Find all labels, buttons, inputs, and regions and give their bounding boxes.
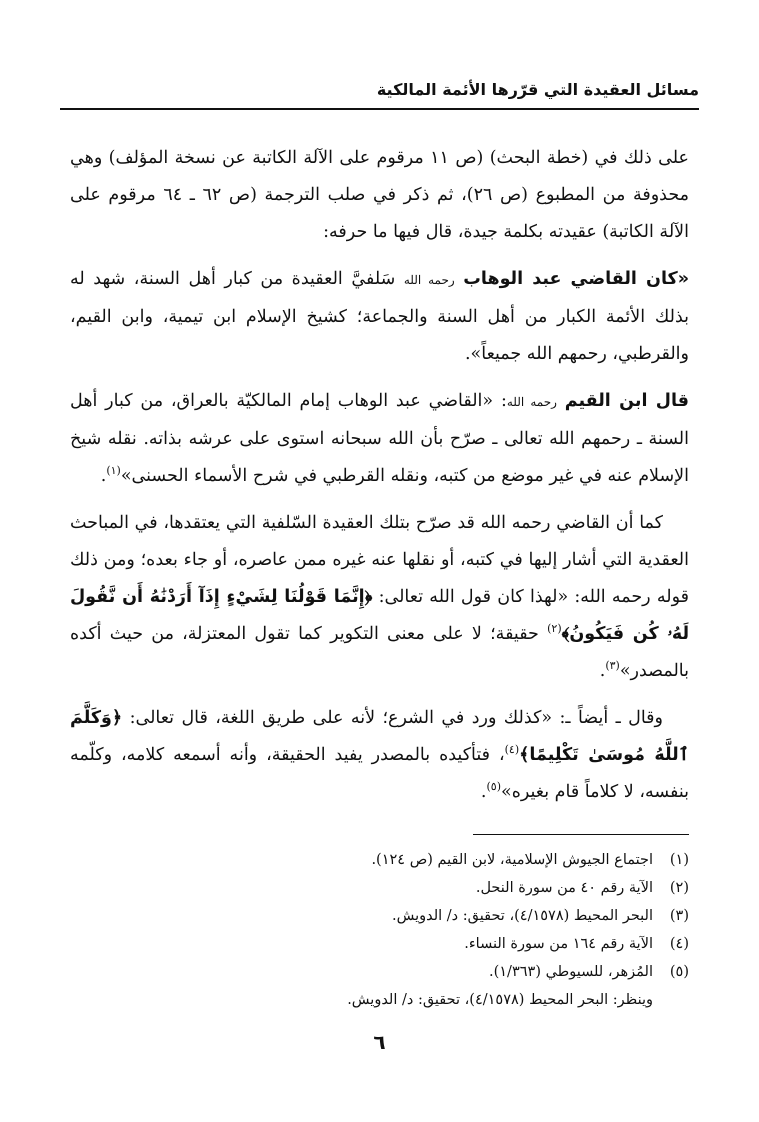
paragraph-5-text-a: وقال ـ أيضاً ـ: «كذلك ورد في الشرع؛ لأنه على طريق اللغة، قال تعالى: bbox=[122, 708, 663, 728]
quran-verse: ﴿وَكَلَّمَ ٱللَّهُ مُوسَىٰ تَكْلِيمًا﴾ bbox=[70, 708, 689, 765]
running-header bbox=[60, 72, 699, 110]
footnote-text: الآية رقم ١٦٤ من سورة النساء. bbox=[464, 936, 653, 952]
paragraph-3-end: . bbox=[100, 466, 107, 486]
footnote-item bbox=[70, 958, 689, 986]
honorific: رحمه الله bbox=[403, 273, 455, 287]
paragraph-5-text-b: ، فتأكيده بالمصدر يفيد الحقيقة، وأنه أسمعه كلامه، وكلّمه بنفسه، لا كلاماً قام بغيره» bbox=[70, 745, 689, 802]
paragraph-4 bbox=[70, 505, 689, 690]
footnote-number: (١) bbox=[669, 852, 689, 868]
paragraph-1-text: على ذلك في (خطة البحث) (ص ١١ مرقوم على الآلة الكاتبة عن نسخة المؤلف) وهي محذوفة من المطبوع (ص ٢٦)، ثم ذكر في صلب الترجمة (ص ٦٢ ـ ٦٤ مرقوم على الآلة الكاتبة) عقيدته بكلمة جيدة، قال فيها ما حرفه: bbox=[70, 148, 690, 242]
footnote-extra: وينظر: البحر المحيط (٤/١٥٧٨)، تحقيق: د/ الدويش. bbox=[347, 992, 653, 1008]
footnote-item bbox=[70, 930, 689, 958]
footnote-ref-4[interactable]: (٤) bbox=[504, 743, 520, 757]
paragraph-5-end: . bbox=[480, 782, 487, 802]
paragraph-4-text-b: حقيقة؛ لا على معنى التكوير كما تقول المعتزلة، من حيث أكده بالمصدر» bbox=[70, 624, 689, 681]
footnote-item bbox=[70, 874, 689, 902]
footnote-number: (٤) bbox=[669, 936, 689, 952]
footnote-number: (٥) bbox=[669, 964, 689, 980]
footnote-item bbox=[70, 846, 689, 874]
paragraph-3-text: : «القاضي عبد الوهاب إمام المالكيّة بالعراق، من كبار أهل السنة ـ رحمهم الله تعالى ـ صرّح بأن الله سبحانه استوى على عرشه بذاته. نقله شيخ الإسلام عنه في غير موضع من كتبه، ونقله القرطبي في شرح الأسماء الحسنى» bbox=[70, 391, 689, 486]
footnote-number: (٢) bbox=[669, 880, 689, 896]
footnote-ref-1[interactable]: (١) bbox=[106, 464, 121, 478]
footnote-text: اجتماع الجيوش الإسلامية، لابن القيم (ص ١٢٤). bbox=[371, 852, 653, 868]
footnote-ref-5[interactable]: (٥) bbox=[486, 780, 501, 794]
footnote-text: البحر المحيط (٤/١٥٧٨)، تحقيق: د/ الدويش. bbox=[392, 908, 653, 924]
honorific: رحمه الله bbox=[506, 395, 557, 409]
speaker-name: كان القاضي عبد الوهاب bbox=[463, 269, 678, 289]
header-title: مسائل العقيدة التي قرّرها الأئمة المالكية bbox=[376, 80, 699, 99]
footnotes bbox=[70, 846, 689, 1014]
footnote-text: المُزهر، للسيوطي (١/٣٦٣). bbox=[488, 964, 653, 980]
quote-open-mark: « bbox=[677, 269, 690, 289]
quran-verse: ﴿إِنَّمَا قَوْلُنَا لِشَيْءٍ إِذَآ أَرَدْنَٰهُ أَن نَّقُولَ لَهُۥ كُن فَيَكُونُ﴾ bbox=[70, 587, 690, 644]
footnote-item bbox=[70, 902, 689, 930]
footnote-ref-2[interactable]: (٢) bbox=[547, 622, 562, 636]
paragraph-4-end: . bbox=[599, 661, 606, 681]
footnote-ref-3[interactable]: (٣) bbox=[605, 659, 620, 673]
speaker-name: قال ابن القيم bbox=[564, 391, 690, 411]
paragraph-3 bbox=[70, 383, 689, 495]
footnote-number: (٣) bbox=[669, 908, 689, 924]
paragraph-4-text-a: كما أن القاضي رحمه الله قد صرّح بتلك العقيدة السّلفية التي يعتقدها، في المباحث العقدية التي أشار إليها في كتبه، أو نقلها عنه غيره ممن عاصره، أو جاء بعده؛ ومن ذلك قوله رحمه الله: «لهذا كان قول الله تعالى: bbox=[70, 513, 689, 607]
main-text bbox=[70, 140, 689, 821]
page-number: ٦ bbox=[373, 1030, 386, 1054]
paragraph-2 bbox=[70, 261, 689, 373]
footnote-text: الآية رقم ٤٠ من سورة النحل. bbox=[475, 880, 653, 896]
paragraph-1 bbox=[70, 140, 689, 251]
paragraph-5 bbox=[70, 700, 689, 811]
footnote-separator bbox=[473, 834, 689, 835]
paragraph-2-text: سَلفيَّ العقيدة من كبار أهل السنة، شهد له بذلك الأئمة الكبار من أهل السنة والجماعة؛ كشيخ الإسلام ابن تيمية، وابن القيم، والقرطبي، رحمهم الله جميعاً». bbox=[70, 269, 689, 364]
